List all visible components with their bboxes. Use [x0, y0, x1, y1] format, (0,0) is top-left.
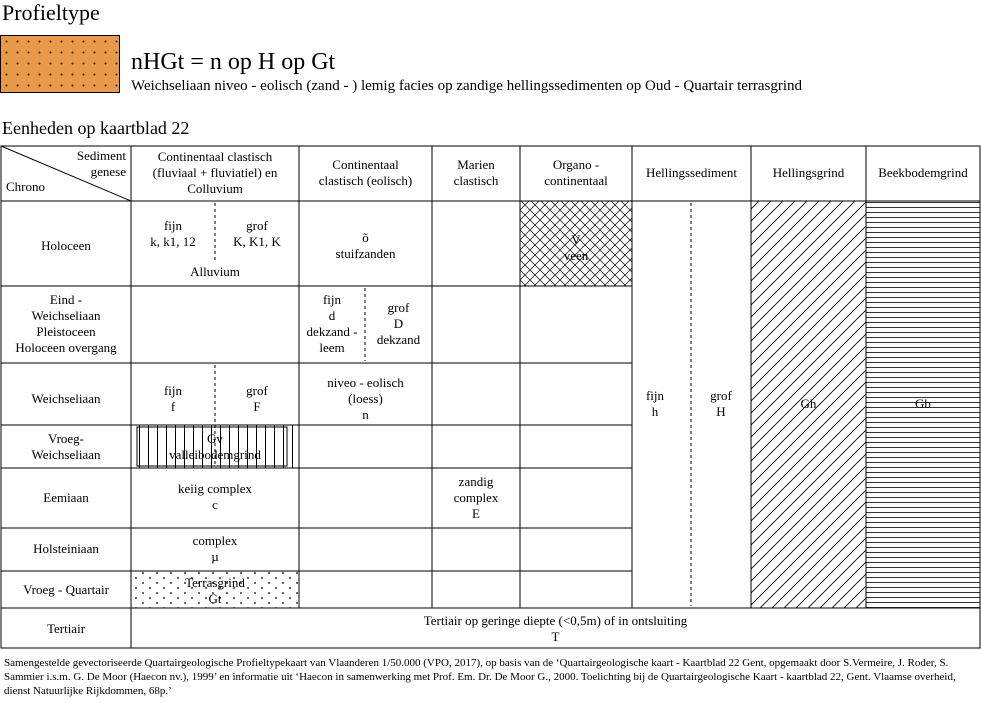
hellingssediment-fijn: fijn h [645, 388, 665, 419]
tertiair-description: Tertiair op geringe diepte (<0,5m) of in ontsluiting T [423, 613, 688, 644]
section-title: Eenheden op kaartblad 22 [2, 118, 190, 138]
row-label-eemiaan: Eemiaan [43, 490, 89, 505]
row-label-weichseliaan: Weichseliaan [31, 391, 101, 406]
holsteiniaan-complex: complex µ [192, 533, 238, 564]
vroeg-weichseliaan-valleibodemgrind: Gv valleibodemgrind [169, 431, 261, 462]
weichseliaan-grof: grof F [246, 383, 268, 414]
holoceen-fijn: fijn k, k1, 12 [150, 218, 196, 249]
hellingssediment-grof: grof H [710, 388, 732, 419]
corner-chrono: Chrono [6, 179, 45, 194]
eemiaan-zandig-complex: zandig complex E [453, 474, 499, 521]
source-footnote: Samengestelde gevectoriseerde Quartairgeologische Profieltypekaart van Vlaanderen 1/50.000 (VPO, 2017), op basis van de ‘Quartairgeologische kaart - Kaartblad 22 Gent, opgemaakt door S.Vermeire, J. Roder, S. Sammier i.s.m. G. De Moor (Haecon nv.), 1999’ en informatie uit ‘Haecon in samenwerking met Prof. Em. Dr. De Moor G., 2000. Toelichting bij de Quartairgeologische Kaart - kaartblad 22, Gent. Vlaamse overheid, dienst Natuurlijke Rijkdommen, 68p.’ [4, 657, 956, 697]
row-label-vroeg-quartair: Vroeg - Quartair [23, 582, 109, 597]
header-beekbodemgrind: Beekbodemgrind [878, 165, 968, 180]
row-label-holsteiniaan: Holsteiniaan [33, 541, 99, 556]
holoceen-alluvium: Alluvium [190, 264, 240, 279]
row-label-eind-weichseliaan: Eind - Weichseliaan Pleistoceen Holoceen overgang [15, 292, 117, 355]
page-title: Profieltype [2, 0, 100, 25]
holoceen-veen: V veen [563, 232, 589, 263]
eind-weichseliaan-grof: grof D dekzand [376, 300, 421, 347]
corner-sediment-genese: Sediment genese [76, 148, 126, 179]
header-organo-continentaal: Organo - continentaal [544, 157, 608, 188]
holoceen-stuifzanden: õ stuifzanden [335, 230, 396, 261]
header-continentaal-eolisch: Continentaal clastisch (eolisch) [318, 157, 413, 188]
eind-weichseliaan-fijn: fijn d dekzand - leem [306, 292, 358, 355]
weichseliaan-loess: niveo - eolisch (loess) n [327, 375, 404, 422]
holoceen-grof: grof K, K1, K [233, 218, 281, 249]
profile-description: Weichseliaan niveo - eolisch (zand - ) lemig facies op zandige hellingssedimenten op Oud - Quartair terrasgrind [131, 78, 803, 94]
hellingsgrind-code: Gh [800, 396, 817, 411]
row-label-tertiair: Tertiair [46, 621, 86, 636]
weichseliaan-fijn: fijn f [163, 383, 183, 414]
header-marien-clastisch: Marien clastisch [453, 157, 499, 188]
header-continentaal-fluviaal: Continentaal clastisch (fluviaal + fluviatiel) en Colluvium [152, 149, 278, 196]
vroeg-quartair-terrasgrind: Terrasgrind Gt [185, 575, 245, 606]
eemiaan-keiig-complex: keiig complex c [177, 481, 252, 512]
profile-code: nHGt = n op H op Gt [131, 49, 336, 75]
row-label-vroeg-weichseliaan: Vroeg- Weichseliaan [31, 431, 101, 462]
row-label-holoceen: Holoceen [41, 238, 91, 253]
beekbodemgrind-code: Gb [915, 396, 931, 411]
header-hellingsgrind: Hellingsgrind [772, 165, 845, 180]
header-hellingssediment: Hellingssediment [646, 165, 737, 180]
